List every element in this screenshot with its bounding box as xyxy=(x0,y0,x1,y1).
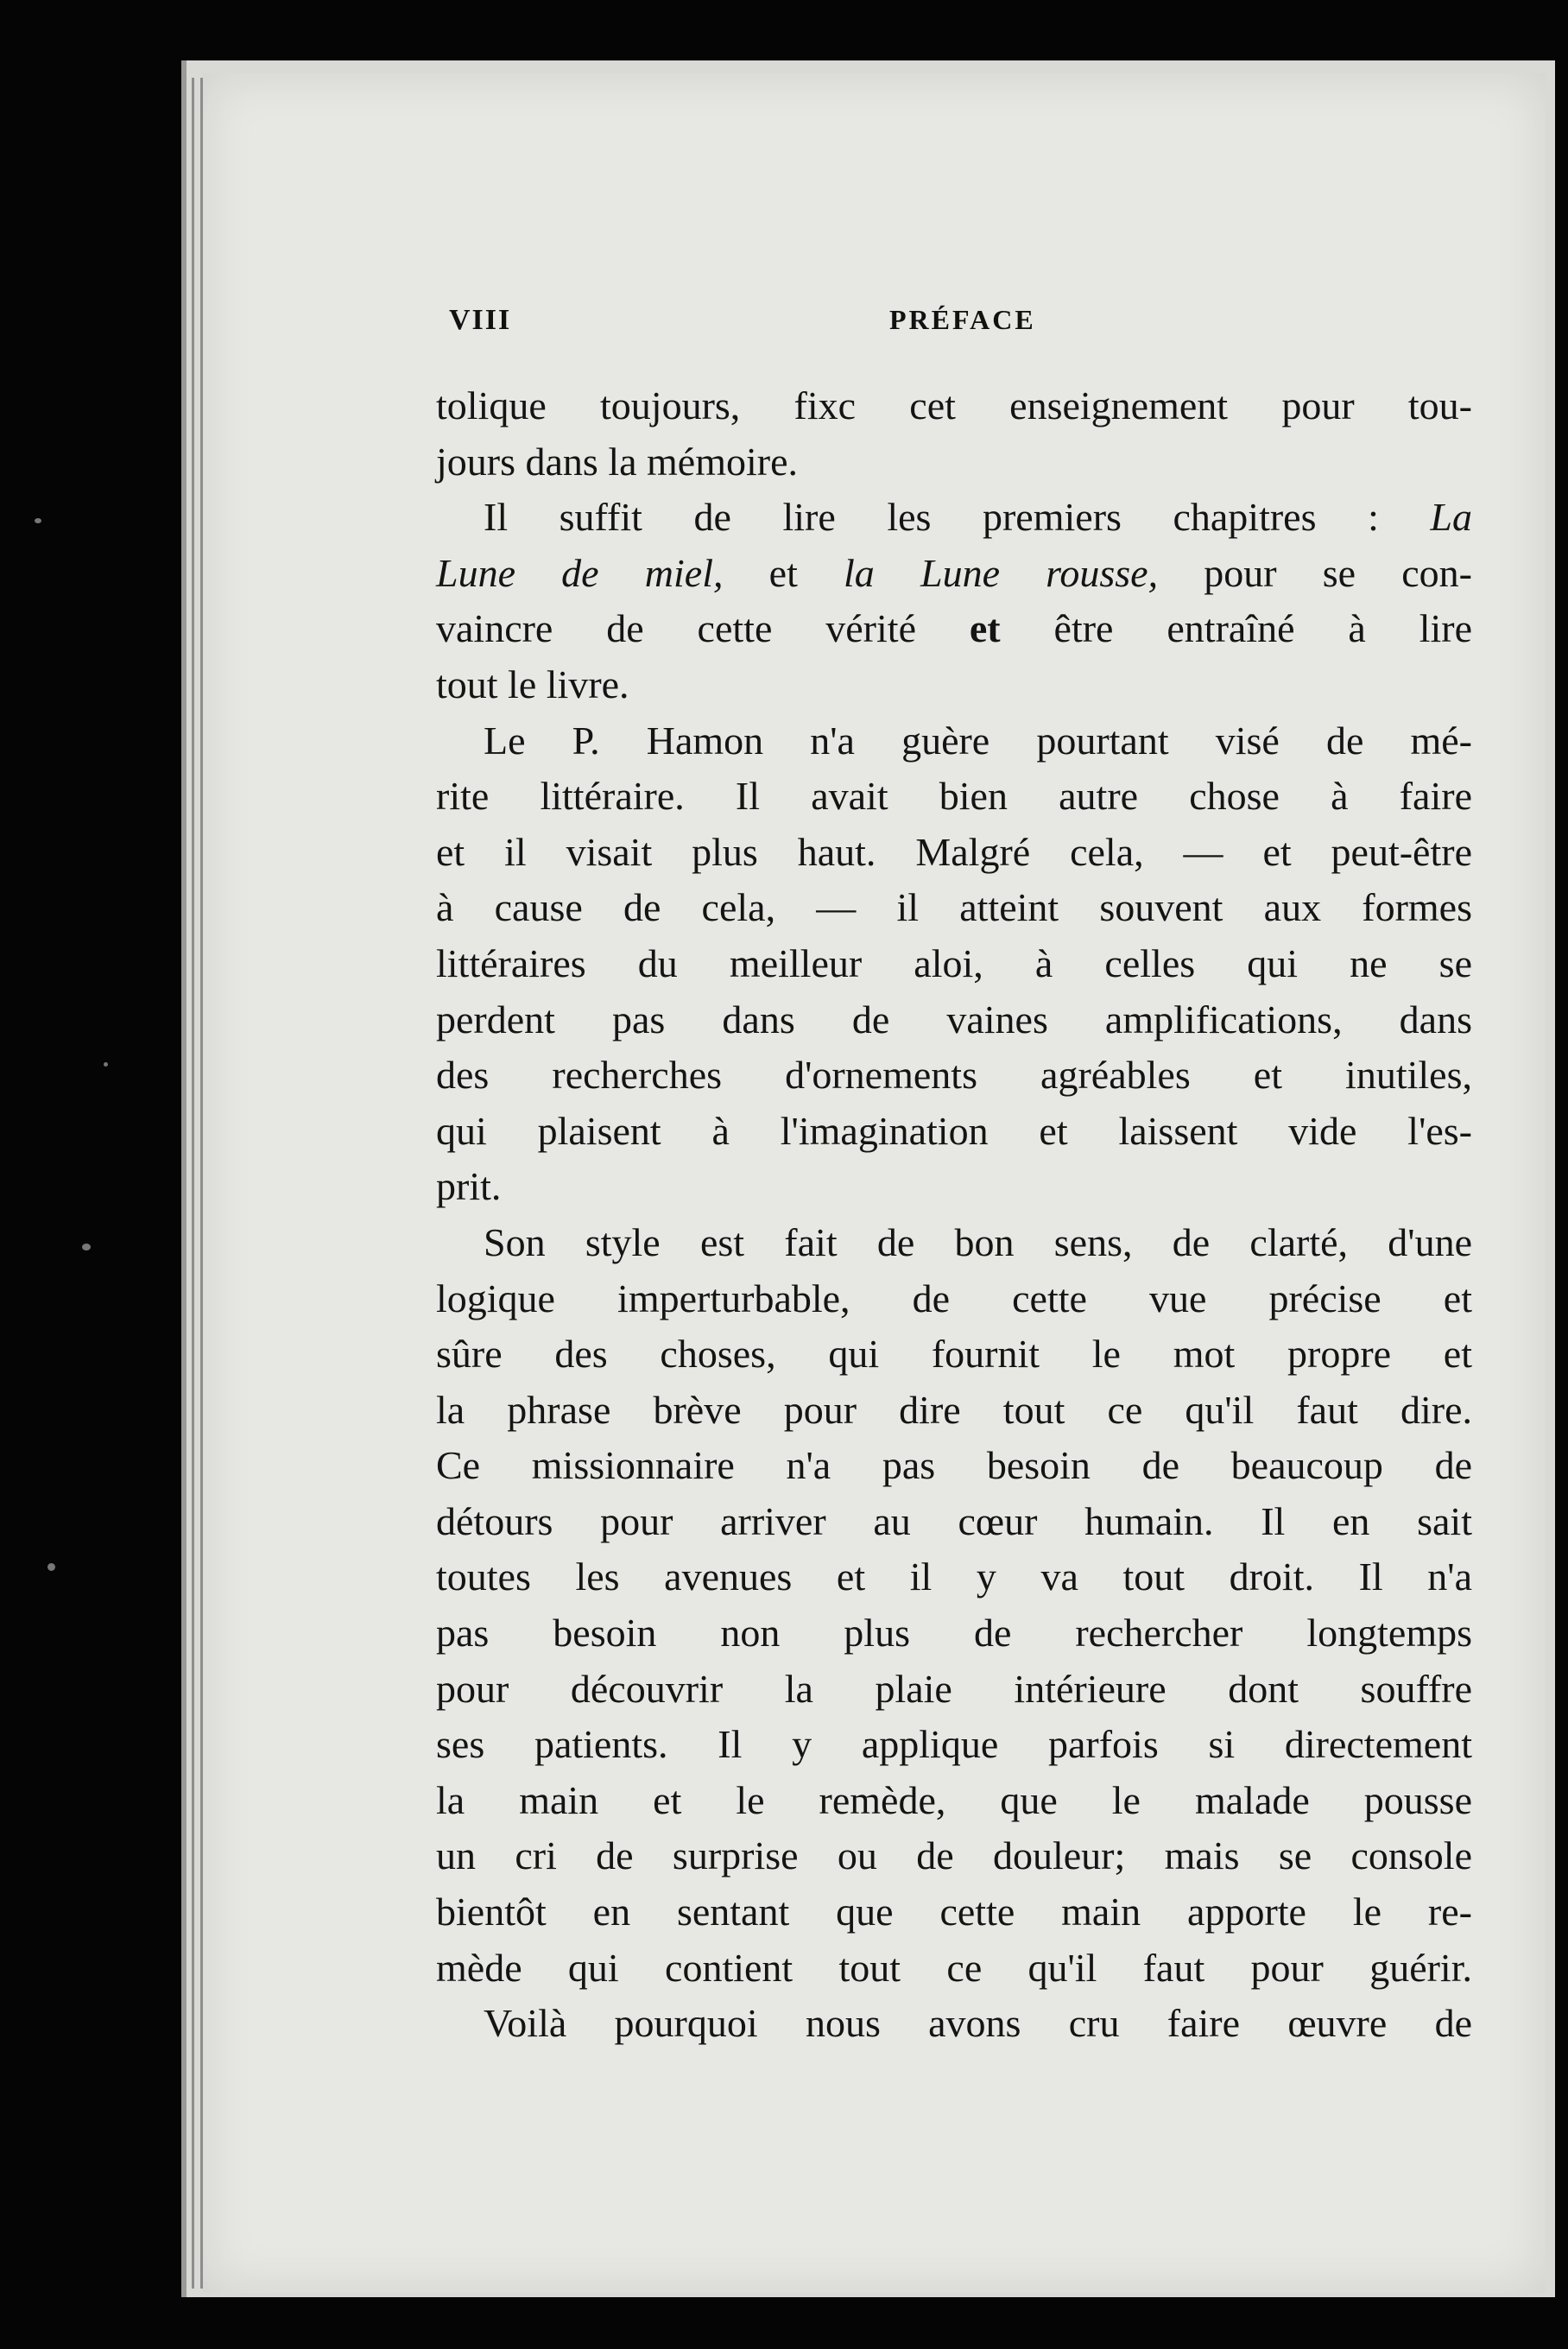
italic-title: La xyxy=(1430,495,1472,540)
text-line: littéraires du meilleur aloi, à celles qui ne se xyxy=(436,940,1472,985)
body-text xyxy=(436,378,1472,2052)
page-header xyxy=(449,304,1485,347)
text-line: prit. xyxy=(436,1164,502,1209)
scan-speck xyxy=(104,1062,108,1067)
running-head: PRÉFACE xyxy=(889,304,1036,335)
text-run: vaincre de cette vérité xyxy=(436,606,970,651)
text-run: être entraîné à lire xyxy=(1000,606,1473,651)
italic-title: la Lune rousse, xyxy=(844,550,1159,595)
text-line: Son style est fait de bon sens, de clarté, d'une xyxy=(484,1219,1472,1264)
text-line: toutes les avenues et il y va tout droit. Il n'a xyxy=(436,1554,1472,1599)
text-line: qui plaisent à l'imagination et laissent vide l'es- xyxy=(436,1108,1472,1153)
text-line: Voilà pourquoi nous avons cru faire œuvre de xyxy=(484,2001,1472,2046)
scan-speck xyxy=(35,518,41,523)
text-run: et xyxy=(723,550,844,595)
text-line: sûre des choses, qui fournit le mot propre et xyxy=(436,1332,1472,1377)
page-number: VIII xyxy=(449,304,512,336)
text-line: tolique toujours, fixc cet enseignement pour tou- xyxy=(436,383,1472,427)
text-line xyxy=(436,601,1472,657)
text-line: des recherches d'ornements agréables et inutiles, xyxy=(436,1053,1472,1098)
text-line: ses patients. Il y applique parfois si directement xyxy=(436,1722,1472,1767)
text-line: un cri de surprise ou de douleur; mais se console xyxy=(436,1833,1472,1878)
text-line: détours pour arriver au cœur humain. Il en sait xyxy=(436,1498,1472,1543)
text-run: Il suffit de lire les premiers chapitres : xyxy=(484,495,1431,540)
text-line: Ce missionnaire n'a pas besoin de beaucoup de xyxy=(436,1443,1472,1488)
text-line: bientôt en sentant que cette main apporte le re- xyxy=(436,1890,1472,1934)
text-line: la main et le remède, que le malade pousse xyxy=(436,1777,1472,1822)
text-line: mède qui contient tout ce qu'il faut pour guérir. xyxy=(436,1945,1472,1990)
text-line: jours dans la mémoire. xyxy=(436,439,799,484)
text-line: et il visait plus haut. Malgré cela, — et peut-être xyxy=(436,829,1472,874)
text-line: Le P. Hamon n'a guère pourtant visé de mé- xyxy=(484,718,1472,763)
scan-speck xyxy=(82,1244,91,1250)
text-line: pour découvrir la plaie intérieure dont souffre xyxy=(436,1666,1472,1711)
text-line xyxy=(436,490,1472,546)
scan-speck xyxy=(47,1563,55,1571)
text-line: pas besoin non plus de rechercher longtemps xyxy=(436,1611,1472,1656)
bold-word: et xyxy=(969,606,1001,651)
text-line: tout le livre. xyxy=(436,662,629,706)
text-line: rite littéraire. Il avait bien autre chose à faire xyxy=(436,774,1472,819)
text-line: perdent pas dans de vaines amplifications, dans xyxy=(436,997,1472,1042)
text-run: pour se con- xyxy=(1158,550,1472,595)
text-line: à cause de cela, — il atteint souvent aux formes xyxy=(436,885,1472,930)
text-line: la phrase brève pour dire tout ce qu'il faut dire. xyxy=(436,1387,1472,1432)
italic-title: Lune de miel, xyxy=(436,550,724,595)
page-edge xyxy=(192,78,194,2289)
text-line xyxy=(436,546,1472,602)
text-line: logique imperturbable, de cette vue précise et xyxy=(436,1276,1472,1320)
